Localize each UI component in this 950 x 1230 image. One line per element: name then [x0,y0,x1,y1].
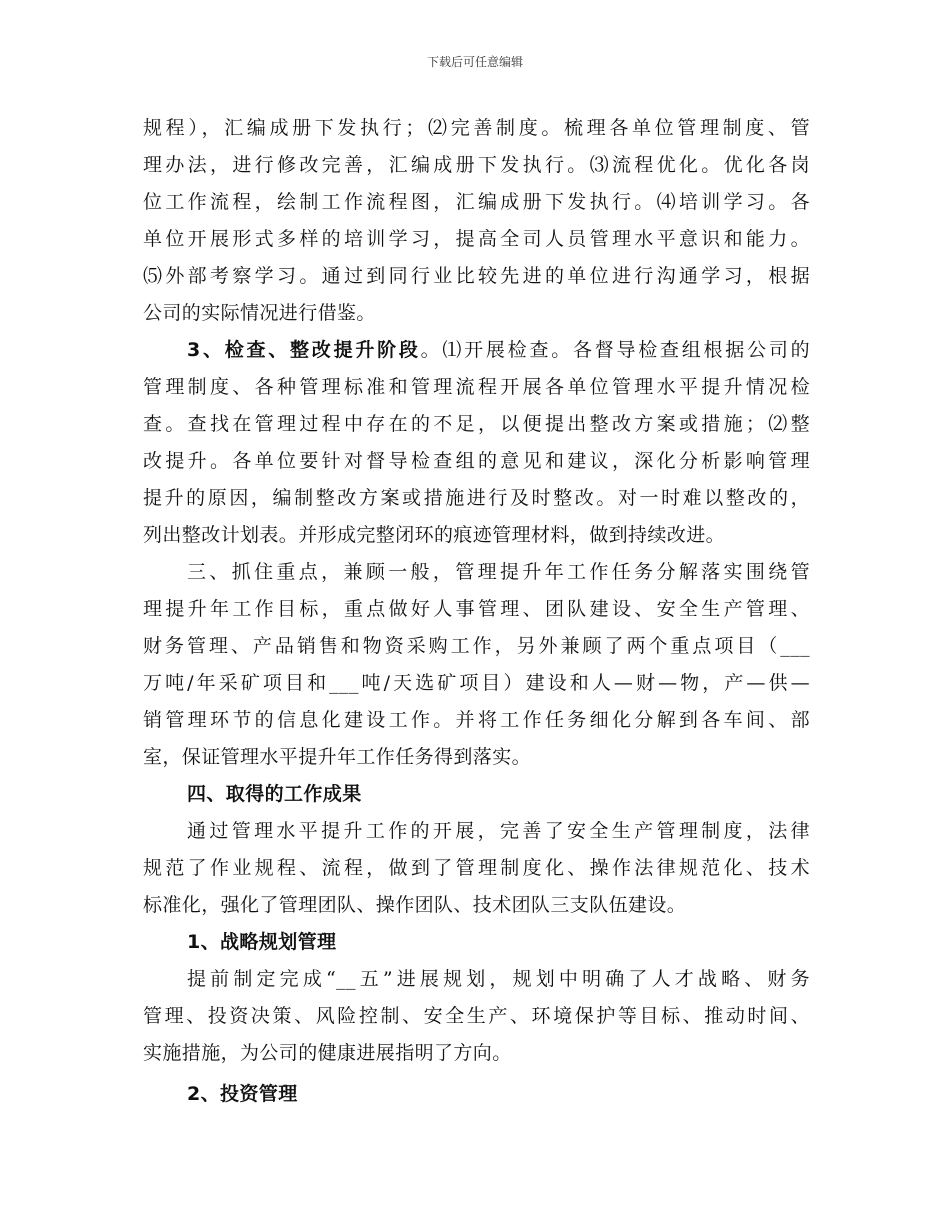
text-line: 通过管理水平提升工作的开展，完善了安全生产管理制度，法律 [187,820,810,842]
text-line: 列出整改计划表。并形成完整闭环的痕迹管理材料，做到持续改进。 [143,524,726,546]
text-line: 实施措施，为公司的健康进展指明了方向。 [143,1042,512,1064]
paragraph-check-rectify [143,332,810,554]
text-line: 改提升。各单位要针对督导检查组的意见和建议，深化分析影响管理 [143,450,810,472]
subsection-heading: 1、战略规划管理 [187,931,337,953]
text-line: 位工作流程，绘制工作流程图，汇编成册下发执行。⑷培训学习。各 [143,191,810,213]
text-run: 。⑴开展检查。各督导检查组根据公司的 [420,339,811,361]
text-line: ⑸外部考察学习。通过到同行业比较先进的单位进行沟通学习，根据 [143,265,810,287]
subsection-heading: 2、投资管理 [187,1083,298,1105]
text-line: 公司的实际情况进行借鉴。 [143,302,376,324]
text-line: 财务管理、产品销售和物资采购工作，另外兼顾了两个重点项目（___ [143,635,810,657]
text-line: 万吨/年采矿项目和___吨/天选矿项目）建设和人—财—物，产—供— [143,672,810,694]
text-line: 规程），汇编成册下发执行；⑵完善制度。梳理各单位管理制度、管 [143,117,810,139]
subsection-strategy [143,924,810,1072]
text-line: 理提升年工作目标，重点做好人事管理、团队建设、安全生产管理、 [143,598,810,620]
page-header-note: 下载后可任意编辑 [426,55,523,69]
paragraph-continuation [143,110,810,332]
subsection-investment [143,1076,810,1113]
text-line: 管理制度、各种管理标准和管理流程开展各单位管理水平提升情况检 [143,376,810,398]
text-line: 销管理环节的信息化建设工作。并将工作任务细化分解到各车间、部 [143,709,810,731]
paragraph-key-points [143,554,810,776]
text-line: 单位开展形式多样的培训学习，提高全司人员管理水平意识和能力。 [143,228,810,250]
text-line [143,332,810,369]
text-line: 标准化，强化了管理团队、操作团队、技术团队三支队伍建设。 [143,894,687,916]
section-achievements [143,776,810,924]
text-line: 管理、投资决策、风险控制、安全生产、环境保护等目标、推动时间、 [143,1005,810,1027]
text-line: 规范了作业规程、流程，做到了管理制度化、操作法律规范化、技术 [143,857,810,879]
text-line: 室，保证管理水平提升年工作任务得到落实。 [143,746,532,768]
text-line: 三、抓住重点，兼顾一般，管理提升年工作任务分解落实围绕管 [187,561,810,583]
text-line: 理办法，进行修改完善，汇编成册下发执行。⑶流程优化。优化各岗 [143,154,810,176]
section-heading: 四、取得的工作成果 [187,783,362,805]
document-body [143,110,810,1113]
text-line: 提升的原因，编制整改方案或措施进行及时整改。对一时难以整改的， [143,487,810,509]
bold-lead-heading: 3、检查、整改提升阶段 [187,339,421,361]
text-line: 查。查找在管理过程中存在的不足，以便提出整改方案或措施；⑵整 [143,413,810,435]
text-line: 提前制定完成“__五”进展规划，规划中明确了人才战略、财务 [187,968,810,990]
